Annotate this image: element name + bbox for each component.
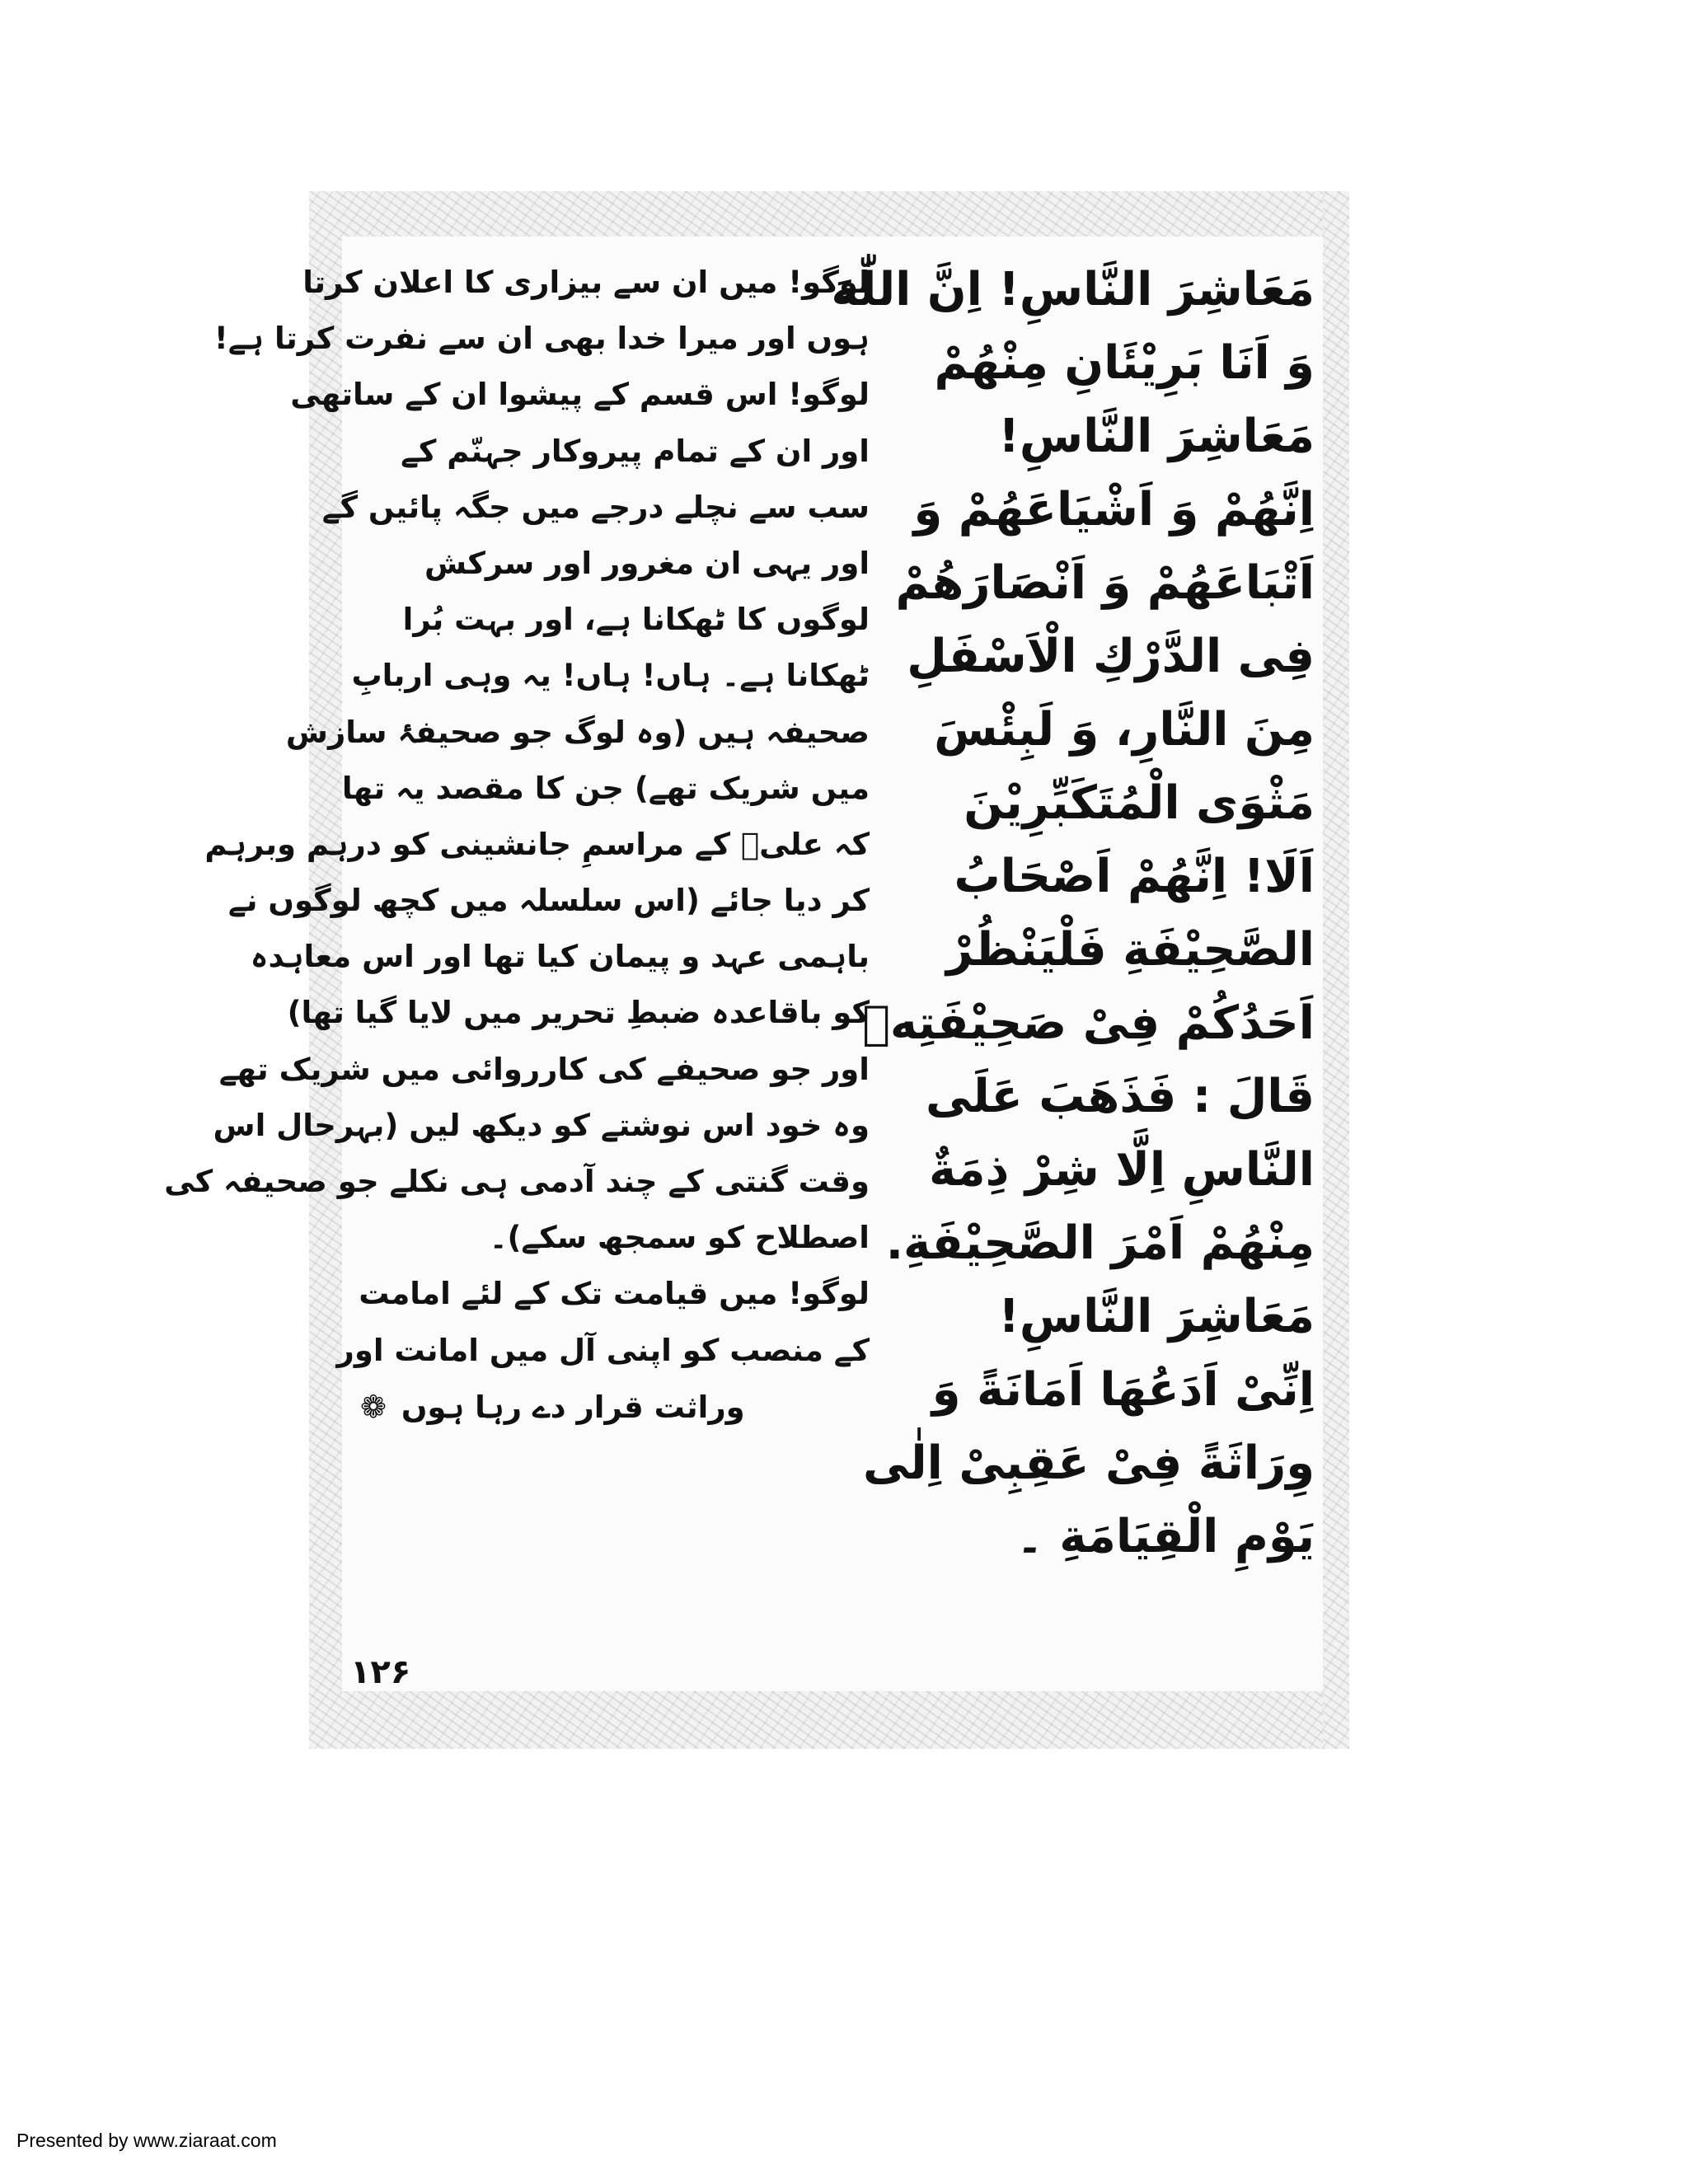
arabic-line: قَالَ : فَذَهَبَ عَلَى [925, 1070, 1315, 1123]
urdu-line: اور ان کے تمام پیروکار جہنّم کے [401, 433, 870, 469]
arabic-line: مِنْهُمْ اَمْرَ الصَّحِیْفَةِ. [885, 1216, 1315, 1270]
footer-credit: Presented by www.ziaraat.com [16, 2130, 277, 2151]
urdu-line: ٹھکانا ہے۔ ہاں! ہاں! یہ وہی اربابِ [351, 658, 870, 694]
page-number: ۱۲۶ [350, 1653, 411, 1691]
arabic-line: مَعَاشِرَ النَّاسِ! [998, 410, 1315, 463]
urdu-line: وہ خود اس نوشتے کو دیکھ لیں (بہرحال اس [213, 1107, 870, 1143]
arabic-line: وَ اَنَا بَرِیْئَانِ مِنْهُمْ [934, 336, 1315, 390]
urdu-line-final [360, 1379, 870, 1435]
arabic-line: اِنِّیْ اَدَعُهَا اَمَانَةً وَ [931, 1363, 1315, 1417]
urdu-line: باہمی عہد و پیمان کیا تھا اور اس معاہدہ [250, 939, 870, 975]
urdu-line: ہوں اور میرا خدا بھی ان سے نفرت کرتا ہے! [213, 321, 870, 357]
arabic-line: مَثْوَى الْمُتَكَبِّرِیْنَ [964, 776, 1315, 830]
urdu-line: لوگوں کا ٹھکانا ہے، اور بہت بُرا [402, 602, 870, 638]
arabic-line: فِی الدَّرْكِ الْاَسْفَلِ [907, 630, 1315, 683]
arabic-line: مَعَاشِرَ النَّاسِ! [998, 1290, 1315, 1343]
urdu-line: لوگو! میں قیامت تک کے لئے امامت [359, 1276, 870, 1312]
urdu-line-text: وراثت قرار دے رہا ہوں [401, 1389, 745, 1425]
urdu-line: سب سے نچلے درجے میں جگہ پائیں گے [321, 489, 870, 525]
urdu-line: کو باقاعدہ ضبطِ تحریر میں لایا گیا تھا) [287, 995, 870, 1031]
arabic-line: اَتْبَاعَهُمْ وَ اَنْصَارَهُمْ [895, 556, 1315, 610]
urdu-line: لوگو! اس قسم کے پیشوا ان کے ساتھی [290, 377, 870, 413]
arabic-line: الصَّحِیْفَةِ فَلْیَنْظُرْ [945, 923, 1315, 977]
urdu-line: وقت گنتی کے چند آدمی ہی نکلے جو صحیفہ کی [164, 1164, 870, 1199]
arabic-line: اَحَدُكُمْ فِیْ صَحِیْفَتِهٖ [862, 996, 1315, 1050]
urdu-line: لوگو! میں ان سے بیزاری کا اعلان کرتا [302, 265, 870, 300]
urdu-line: کر دیا جائے (اس سلسلہ میں کچھ لوگوں نے [227, 883, 870, 919]
decorative-border-right [1323, 191, 1349, 1749]
scanned-page [164, 191, 1349, 1749]
arabic-line: اِنَّهُمْ وَ اَشْیَاعَهُمْ وَ [913, 483, 1315, 537]
text-columns [164, 237, 1323, 1691]
arabic-line: وِرَاثَةً فِیْ عَقِبِیْ اِلٰى [863, 1436, 1315, 1490]
urdu-line: اور یہی ان مغرور اور سرکش [424, 545, 870, 581]
arabic-line: اَلَا! اِنَّهُمْ اَصْحَابُ [954, 850, 1315, 903]
arabic-line: النَّاسِ اِلَّا شِرْ ذِمَةٌ [928, 1143, 1315, 1197]
urdu-line: اور جو صحیفے کی کارروائی میں شریک تھے [218, 1051, 870, 1087]
decorative-border-bottom [309, 1691, 1349, 1749]
decorative-border-top [309, 191, 1349, 237]
arabic-text-column [831, 253, 1315, 1573]
arabic-line: یَوْمِ الْقِیَامَةِ ۔ [1015, 1510, 1315, 1563]
urdu-translation-column [164, 255, 870, 1435]
urdu-line: کہ علیؑ کے مراسمِ جانشینی کو درہم وبرہم [204, 826, 870, 862]
urdu-line: اصطلاح کو سمجھ سکے)۔ [489, 1220, 870, 1256]
arabic-line: مَعَاشِرَ النَّاسِ! اِنَّ اللّٰهَ [831, 263, 1315, 316]
urdu-line: میں شریک تھے) جن کا مقصد یہ تھا [341, 770, 870, 806]
urdu-line: کے منصب کو اپنی آل میں امانت اور [336, 1332, 870, 1368]
flower-ornament-icon: ❁ [360, 1388, 387, 1425]
arabic-line: مِنَ النَّارِ، وَ لَبِئْسَ [934, 703, 1315, 757]
urdu-line: صحیفہ ہیں (وہ لوگ جو صحیفۂ سازش [285, 714, 870, 750]
